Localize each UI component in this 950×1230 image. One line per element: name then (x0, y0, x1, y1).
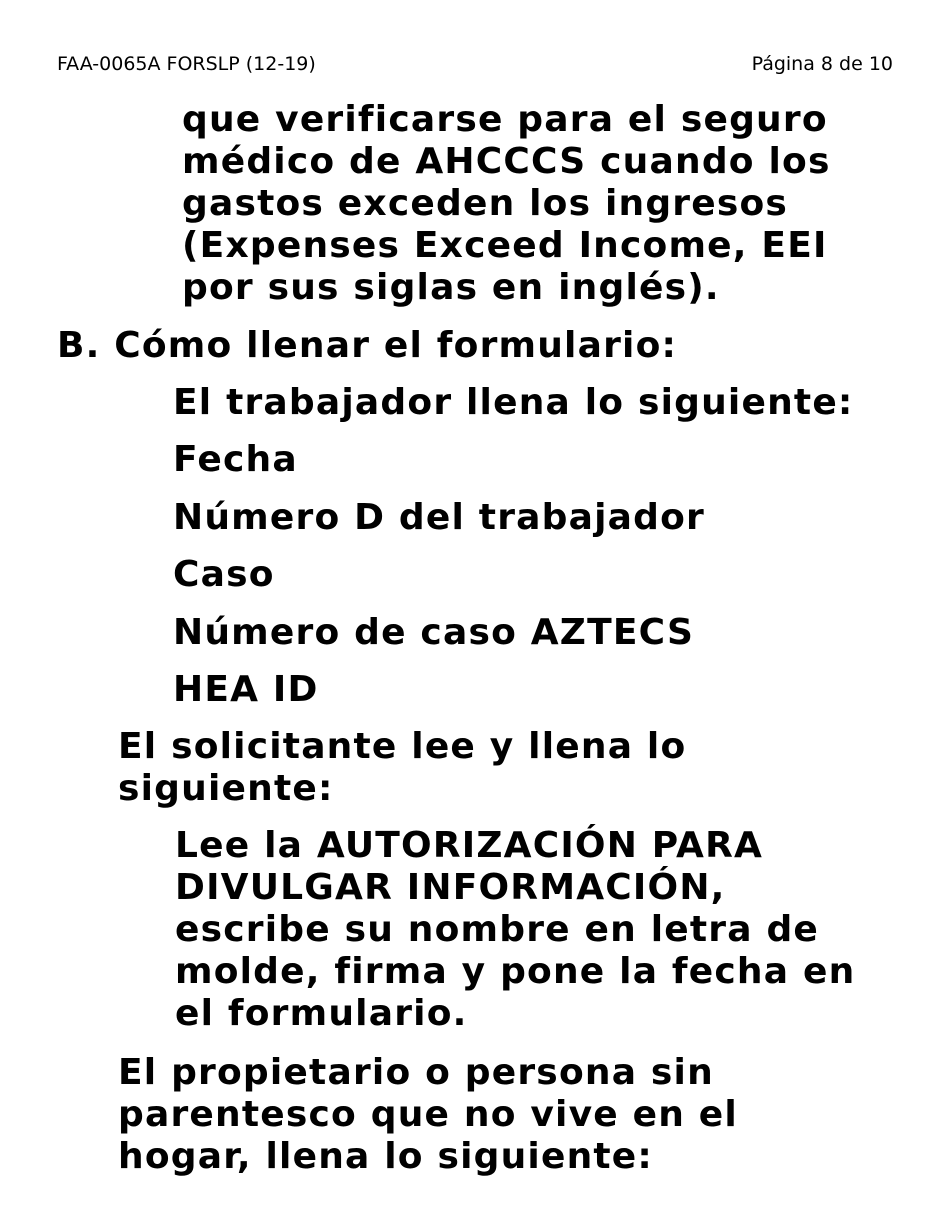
text-line: que verificarse para el seguro (182, 99, 828, 140)
worker-item-fecha: Fecha (173, 439, 298, 480)
worker-item-caso: Caso (173, 554, 275, 595)
worker-item-hea-id: HEA ID (173, 669, 319, 710)
text-line: por sus siglas en inglés). (182, 267, 720, 308)
text-line: escribe su nombre en letra de (175, 909, 820, 950)
applicant-heading (118, 726, 686, 810)
text-line: gastos exceden los ingresos (182, 183, 789, 224)
text-line: (Expenses Exceed Income, EEI (182, 225, 828, 266)
worker-item-aztecs: Número de caso AZTECS (173, 612, 695, 653)
continued-paragraph (182, 99, 831, 309)
worker-heading: El trabajador llena lo siguiente: (173, 382, 854, 423)
section-b-heading: B. Cómo llenar el formulario: (57, 325, 678, 366)
text-line: DIVULGAR INFORMACIÓN, (175, 867, 726, 908)
text-line: Lee la AUTORIZACIÓN PARA (175, 825, 764, 866)
text-line: molde, firma y pone la fecha en (175, 951, 856, 992)
text-line: médico de AHCCCS cuando los (182, 141, 831, 182)
text-line: hogar, llena lo siguiente: (118, 1136, 654, 1177)
form-id: FAA-0065A FORSLP (12-19) (57, 53, 316, 75)
text-line: siguiente: (118, 768, 334, 809)
text-line: El solicitante lee y llena lo (118, 726, 687, 767)
worker-item-numero-d: Número D del trabajador (173, 497, 705, 538)
text-line: parentesco que no vive en el (118, 1094, 738, 1135)
text-line: El propietario o persona sin (118, 1052, 714, 1093)
applicant-instruction (175, 825, 855, 1035)
page-number: Página 8 de 10 (751, 53, 893, 75)
owner-heading (118, 1052, 738, 1178)
text-line: el formulario. (175, 993, 468, 1034)
